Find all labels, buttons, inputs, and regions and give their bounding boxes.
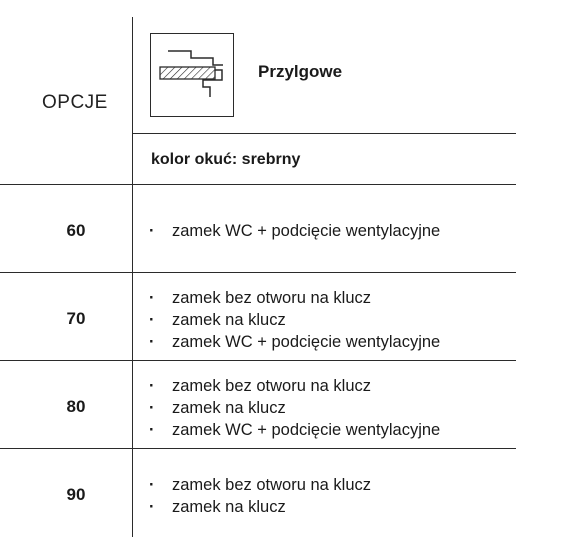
options-list	[146, 220, 440, 242]
options-list	[146, 287, 440, 353]
list-item: · zamek bez otworu na klucz	[146, 375, 440, 397]
list-item: · zamek bez otworu na klucz	[146, 474, 371, 496]
size-label: 60	[66, 221, 86, 240]
options-list	[146, 474, 371, 518]
hardware-color-label: kolor okuć: srebrny	[151, 151, 301, 168]
row-divider	[0, 272, 516, 273]
size-label: 80	[66, 397, 86, 416]
list-item: · zamek WC + podcięcie wentylacyjne	[146, 220, 440, 242]
list-item: · zamek WC + podcięcie wentylacyjne	[146, 331, 440, 353]
size-label: 90	[66, 485, 86, 504]
rebated-door-profile-icon	[150, 33, 234, 117]
list-item: · zamek bez otworu na klucz	[146, 287, 440, 309]
list-item: · zamek na klucz	[146, 496, 371, 518]
size-label: 70	[66, 309, 86, 328]
row-divider	[0, 184, 516, 185]
list-item: · zamek na klucz	[146, 397, 440, 419]
column-divider	[132, 17, 133, 537]
list-item: · zamek WC + podcięcie wentylacyjne	[146, 419, 440, 441]
header-divider	[132, 133, 516, 134]
row-divider	[0, 448, 516, 449]
options-header: OPCJE	[42, 92, 108, 113]
row-divider	[0, 360, 516, 361]
door-type-label: Przylgowe	[258, 62, 343, 81]
options-list	[146, 375, 440, 441]
list-item: · zamek na klucz	[146, 309, 440, 331]
